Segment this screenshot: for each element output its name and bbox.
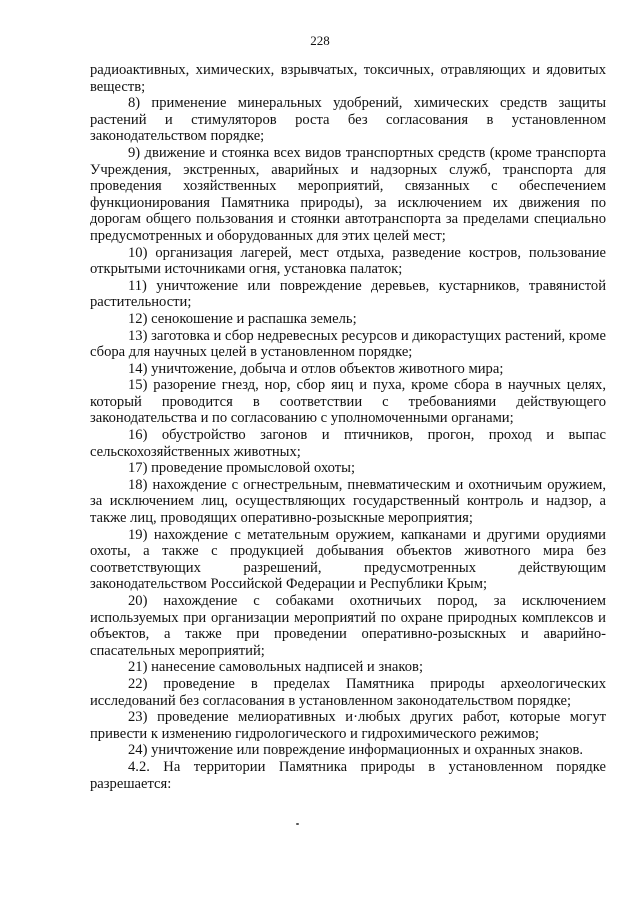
list-item-11: 11) уничтожение или повреждение деревьев, кустарников, травянистой растительности;: [90, 277, 606, 311]
list-item-23: 23) проведение мелиоративных и·любых других работ, которые могут привести к изменению гидрологического и гидрохимического режимов;: [90, 709, 606, 742]
list-item-18: 18) нахождение с огнестрельным, пневматическим и охотничьим оружием, за исключением лиц, осуществляющих государственный контроль и надзор, а также лиц, проводящих оперативно-розыскные мероприятия;: [90, 476, 606, 527]
document-body: [90, 62, 606, 792]
list-item-17: 17) проведение промысловой охоты;: [128, 460, 356, 477]
page-number: 228: [310, 33, 330, 48]
list-item-16: 16) обустройство загонов и птичников, прогон, проход и выпас сельскохозяйственных животных;: [90, 427, 606, 460]
scan-speck: [296, 823, 299, 825]
list-item-12: 12) сенокошение и распашка земель;: [128, 310, 357, 327]
list-item-22: 22) проведение в пределах Памятника природы археологических исследований без согласования в установленном законодательством порядке;: [90, 675, 606, 709]
list-item-9: 9) движение и стоянка всех видов транспортных средств (кроме транспорта Учреждения, экстренных, аварийных и надзорных служб, транспорта для проведения хозяйственных мероприятий, связанных с обеспечением функционирования Памятника природы), за исключением их движения по дорогам общего пользования и стоянки автотранспорта за пределами специально предусмотренных и оборудованных для этих целей мест;: [90, 144, 606, 244]
list-item-20: 20) нахождение с собаками охотничьих пород, за исключением используемых при организации мероприятий по охране природных комплексов и объектов, а также при проведении оперативно-розыскных и аварийно-спасательных мероприятий;: [90, 593, 606, 659]
list-item-8: 8) применение минеральных удобрений, химических средств защиты растений и стимуляторов роста без согласования в установленном законодательством порядке;: [90, 95, 606, 145]
paragraph-continuation: радиоактивных, химических, взрывчатых, токсичных, отравляющих и ядовитых веществ;: [90, 62, 606, 95]
section-4-2-heading: 4.2. На территории Памятника природы в установленном порядке разрешается:: [90, 758, 606, 792]
list-item-13: 13) заготовка и сбор недревесных ресурсов и дикорастущих растений, кроме сбора для научных целей в установленном порядке;: [90, 327, 606, 361]
list-item-19: 19) нахождение с метательным оружием, капканами и другими орудиями охоты, а также с продукцией добывания объектов животного мира без соответствующих разрешений, предусмотренных действующим законодательством Российской Федерации и Республики Крым;: [90, 526, 606, 593]
list-item-10: 10) организация лагерей, мест отдыха, разведение костров, пользование открытыми источниками огня, установка палаток;: [90, 244, 606, 278]
list-item-15: 15) разорение гнезд, нор, сбор яиц и пуха, кроме сбора в научных целях, который проводится в соответствии с требованиями действующего законодательства и по согласованию с уполномоченными органами;: [90, 377, 606, 427]
list-item-14: 14) уничтожение, добыча и отлов объектов животного мира;: [128, 360, 504, 377]
list-item-24: 24) уничтожение или повреждение информационных и охранных знаков.: [128, 742, 584, 759]
list-item-21: 21) нанесение самовольных надписей и знаков;: [128, 659, 424, 676]
